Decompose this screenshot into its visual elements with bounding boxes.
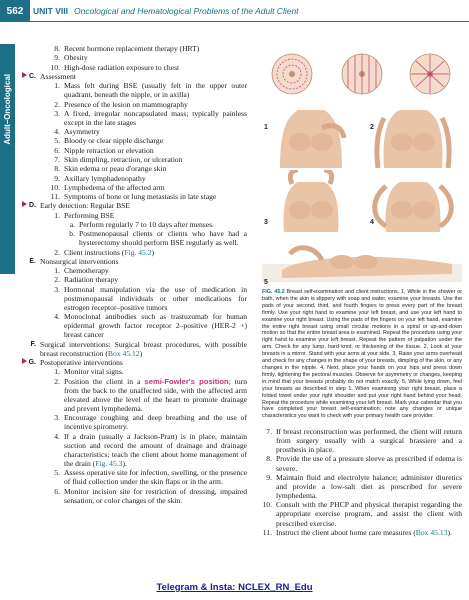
list-item [19,266,247,275]
list-item-text [64,413,247,431]
breast-vertical-strip-pattern-icon [342,54,382,94]
list-marker [262,454,276,472]
list-marker [19,312,64,339]
item-text: Consult with the PHCP and physical therapist regarding the appropriate exercise program, and assist the client with prescribed exercise. [276,500,462,528]
list-item [19,146,247,155]
item-text: Hormonal manipulation via the use of medication in postmenopausal individuals or other medications for estrogen receptor–positive tumors [64,284,247,312]
list-marker-text: 10. [50,62,60,72]
list-marker-text: 7. [54,155,60,164]
list-item [19,192,247,201]
list-item-text [64,192,247,201]
list-marker [19,44,64,53]
list-item-text [276,454,462,472]
list-item-text [64,146,247,155]
list-item-text [64,468,247,486]
list-marker-text: 3. [54,108,60,118]
list-item-text [64,109,247,127]
list-marker-text: 3. [54,284,60,294]
list-item-text [64,136,247,145]
list-item [19,468,247,486]
figure-caption-label: FIG. 45.2 [262,289,285,295]
list-marker-text: C. [29,72,36,80]
item-text: Presence of the lesion on mammography [64,99,188,109]
list-item-text [40,358,247,367]
item-text: Radiation therapy [64,275,119,285]
list-item-text [64,377,247,413]
list-item [19,275,247,284]
item-text: Nipple retraction or elevation [64,145,154,155]
list-marker-text: b. [69,229,75,239]
list-item-text [40,72,247,81]
list-marker [19,358,40,367]
item-text: Postmenopausal clients or clients who have had a hysterectomy should perform BSE regularly as well. [79,229,247,248]
list-item [19,377,247,413]
list-marker-text: 8. [266,454,272,464]
list-item-text [64,285,247,312]
list-marker-text: 1. [54,210,60,220]
list-marker [19,155,64,164]
list-marker-text: 11. [50,192,60,202]
list-marker-text: E. [29,257,36,265]
item-text-after: ) [139,348,143,358]
item-text: Position the client in a [64,376,145,386]
list-item-text [64,367,247,376]
list-marker [19,487,64,505]
list-marker-text: 4. [54,431,60,441]
breast-self-exam-figure [262,44,462,288]
list-item [19,285,247,312]
highlighted-term: semi-Fowler's position [144,376,229,386]
list-marker [19,100,64,109]
list-item-text [64,174,247,183]
triangle-bullet-icon [22,72,27,78]
list-marker [19,340,40,358]
item-text: Surgical interventions: Surgical breast procedures, with possible breast reconstruction ( [40,339,247,358]
item-text: Recent hormone replacement therapy (HRT) [64,44,200,53]
list-marker-text: 7. [266,427,272,436]
list-item-text [276,427,462,454]
item-text: Provide the use of a pressure sleeve as prescribed if edema is severe. [276,454,462,473]
panel-4-torso [364,170,462,232]
list-item-text [276,473,462,500]
item-text: Skin dimpling, retraction, or ulceration [64,155,183,164]
list-marker [262,528,276,537]
list-item [19,63,247,72]
list-marker [19,432,64,468]
panel-number-1: 1 [264,124,268,131]
list-marker-text: 4. [54,312,60,322]
item-text: Performing BSE [64,210,115,220]
list-item [19,44,247,53]
list-item-text [64,155,247,164]
list-item-text [64,81,247,99]
item-text: If a drain (usually a Jackson-Pratt) is in place, maintain suction and record the amount of drainage and drainage characteristics; teach the client about home management of the drain ( [64,431,247,468]
list-marker-text: 1. [54,266,60,276]
list-item-text [64,44,247,53]
list-item [19,487,247,505]
list-item [19,367,247,376]
list-item [19,211,247,220]
list-marker-text: F. [30,340,36,348]
panel-1-torso [262,98,360,168]
list-item [19,220,247,229]
list-marker [19,275,64,284]
list-marker [19,266,64,275]
triangle-bullet-icon [22,358,27,364]
running-head [33,0,299,22]
list-item-text [79,220,247,229]
list-marker [19,201,40,210]
list-item [262,427,462,454]
item-text: Lymphedema of the affected arm [64,182,165,192]
list-item-text [64,266,247,275]
list-marker [19,192,64,201]
list-marker-text: 8. [54,164,60,174]
list-item-text [64,275,247,284]
list-marker [262,500,276,527]
list-marker-text: 2. [54,99,60,109]
list-item [19,257,247,266]
list-marker [262,427,276,454]
list-item-text [64,100,247,109]
item-text: Monoclonal antibodies such as trastuzumab for human epidermal growth factor receptor 2–positive (HER-2 +) breast cancer [64,312,247,340]
list-marker [19,136,64,145]
list-item [19,413,247,431]
right-text-column [262,427,462,537]
item-text: Assessment [40,71,76,81]
item-text-after: ) [151,247,155,257]
list-item [19,100,247,109]
list-item-text [64,63,247,72]
list-item-text [79,229,247,247]
list-marker [19,367,64,376]
list-marker [19,109,64,127]
figure-caption [262,289,462,420]
item-text-after: ; turn from the back to the unaffected side, with the affected arm elevated above the level of the heart to promote drainage and prevent lymphedema. [64,376,248,413]
list-marker-text: 2. [54,247,60,257]
panel-number-3: 3 [264,219,268,226]
list-marker [19,183,64,192]
list-marker [19,257,40,266]
list-item-text [64,183,247,192]
list-item [262,473,462,500]
list-item [19,174,247,183]
section-side-tab [0,44,15,274]
list-item-text [40,201,247,210]
list-marker [19,220,79,229]
list-item [19,127,247,136]
list-marker-text: D. [29,202,36,210]
item-text: Asymmetry [64,127,100,137]
cross-reference-link[interactable]: Fig. 45.3 [95,458,123,468]
list-item [262,454,462,472]
list-item-text [64,164,247,173]
list-item [19,340,247,358]
list-item [19,183,247,192]
list-item-text [276,528,462,537]
unit-label: UNIT VIII [33,6,68,16]
list-item [19,358,247,367]
list-marker-text: 2. [54,376,60,386]
list-marker-text: G. [28,359,36,367]
panel-3-torso [262,170,360,232]
side-tab-label: Adult–Oncological [3,74,12,145]
item-text: Monitor vital signs. [64,367,124,377]
item-text: Early detection: Regular BSE [40,201,131,211]
list-marker [19,81,64,99]
triangle-bullet-icon [22,201,27,207]
item-text-after: ). [447,527,452,537]
panel-number-5: 5 [264,279,268,286]
panel-number-4: 4 [370,219,374,226]
list-marker [19,72,40,81]
list-marker-text: 8. [54,44,60,53]
page-header [0,0,469,40]
footer-link[interactable]: Telegram & Insta: NCLEX_RN_Edu [156,582,313,593]
item-text: Skin edema or peau d'orange skin [64,164,167,174]
list-item [19,201,247,210]
list-item [19,53,247,62]
list-item [19,155,247,164]
list-item-text [40,340,247,358]
item-text: Instruct the client about home care measures ( [276,527,416,537]
list-item [19,136,247,145]
breast-spiral-pattern-icon [272,54,312,94]
list-marker [19,285,64,312]
list-item [19,109,247,127]
list-marker-text: 3. [54,413,60,423]
list-marker [19,174,64,183]
list-marker [19,413,64,431]
list-marker [19,248,64,257]
list-marker [19,377,64,413]
list-item [19,81,247,99]
list-marker-text: 9. [54,173,60,183]
list-marker-text: 6. [54,486,60,496]
item-text: Perform regularly 7 to 10 days after menses. [79,219,214,229]
list-marker-text: 5. [54,136,60,146]
item-text: Symptoms of bone or lung metastasis in late stage [64,192,217,202]
cross-reference-link[interactable]: Box 45.13 [415,527,448,537]
list-marker [262,473,276,500]
item-text-after: ). [122,458,127,468]
breast-radial-wedge-pattern-icon [410,54,450,94]
list-item-text [64,211,247,220]
list-marker [19,164,64,173]
item-text: Chemotherapy [64,266,109,276]
list-item [262,528,462,537]
list-marker [19,127,64,136]
list-marker-text: a. [69,219,75,229]
item-text: Client instructions ( [64,247,125,257]
list-marker-text: 1. [54,81,60,91]
list-marker-text: 11. [262,527,272,537]
list-marker [19,53,64,62]
cross-reference-link[interactable]: Fig. 45.2 [124,247,152,257]
list-marker-text: 2. [54,275,60,285]
list-item [19,312,247,339]
list-marker [19,211,64,220]
panel-number-2: 2 [370,124,374,131]
item-text: Obesity [64,53,88,63]
panel-5-lying [262,234,462,282]
list-marker [19,146,64,155]
list-item [19,229,247,247]
item-text: Assess operative site for infection, swelling, or the presence of fluid collection under the skin flaps or in the arm. [64,468,247,487]
item-text: Mass felt during BSE (usually felt in the upper outer quadrant, beneath the nipple, or in axilla) [64,81,247,100]
list-item-text [64,312,247,339]
list-item [19,248,247,257]
list-marker-text: 6. [54,145,60,155]
cross-reference-link[interactable]: Box 45.12 [107,348,140,358]
list-marker-text: 10. [50,182,60,192]
list-marker [19,229,79,247]
item-text: If breast reconstruction was performed, the client will return from surgery usually with a surgical brassiere and a prosthesis in place. [276,427,462,455]
list-item-text [40,257,247,266]
panel-2-torso [364,98,462,168]
list-marker-text: 9. [266,472,272,482]
list-item-text [276,500,462,527]
item-text: Nonsurgical interventions [40,256,119,266]
header-rule [30,21,469,22]
item-text: Axillary lymphadenopathy [64,173,146,183]
list-item-text [64,53,247,62]
list-item [19,164,247,173]
item-text: Bloody or clear nipple discharge [64,136,163,146]
unit-subtitle: Oncological and Hematological Problems of the Adult Client [73,6,299,16]
list-item [19,72,247,81]
list-item-text [64,487,247,505]
list-marker-text: 5. [54,468,60,478]
list-marker-text: 9. [54,53,60,63]
list-marker-text: 4. [54,127,60,137]
list-item [262,500,462,527]
list-marker [19,468,64,486]
list-item-text [64,248,247,257]
item-text: Postoperative interventions [40,358,123,368]
list-marker-text: 10. [262,500,272,510]
left-text-column [19,44,247,505]
figure-caption-text: Breast self-examination and client instructions. 1, While in the shower or bath, when the skin is slippery with soap and water, examine your breasts. Use the pads of your second, third, and fourth fingers to press every part of the breast firmly. Use your right hand to examine your left breast, and use your left hand to examine your right breast. Using the pads of the fingers on your left hand, examine the entire right breast using small circular motions in a spiral or up-and-down motion so that the entire breast area is examined. Repeat the procedure using your right hand to examine your left breast. Repeat the pattern of palpation under the arm. Check for any lump, hard knot, or thickening of the tissue. 2, Look at your breasts in a mirror. Stand with your arms at your side. 3, Raise your arms overhead and check for any changes in the shape of your breasts, dimpling of the skin, or any changes in the nipple. 4, Next, place your hands on your hips and press down firmly, tightening the pectoral muscles. Observe for asymmetry or changes, keeping in mind that your breasts probably do not match exactly. 5, While lying down, feel your breasts as described in step 1. When examining your right breast, place a folded towel under your right shoulder and put your right hand behind your head. Repeat the procedure while examining your left breast. Mark your calendar that you have completed your breast self-examination; note any changes or unique characteristics you want to check with your primary health care provider. [262,289,462,420]
list-item-text [64,127,247,136]
item-text: Maintain fluid and electrolyte balance; administer diuretics and provide a low-salt diet as prescribed for severe lymphedema. [276,472,462,501]
item-text: High-dose radiation exposure to chest [64,62,180,72]
item-text: Encourage coughing and deep breathing and the use of incentive spirometry. [64,413,247,432]
list-item [19,432,247,468]
list-marker [19,63,64,72]
list-marker-text: 1. [54,367,60,377]
item-text: Monitor incision site for restriction of dressing, impaired sensation, or color changes of the skin. [64,486,247,505]
page-number: 562 [0,0,30,22]
item-text: A fixed, irregular noncapsulated mass; typically painless except in the late stages [64,108,247,127]
list-item-text [64,432,247,468]
